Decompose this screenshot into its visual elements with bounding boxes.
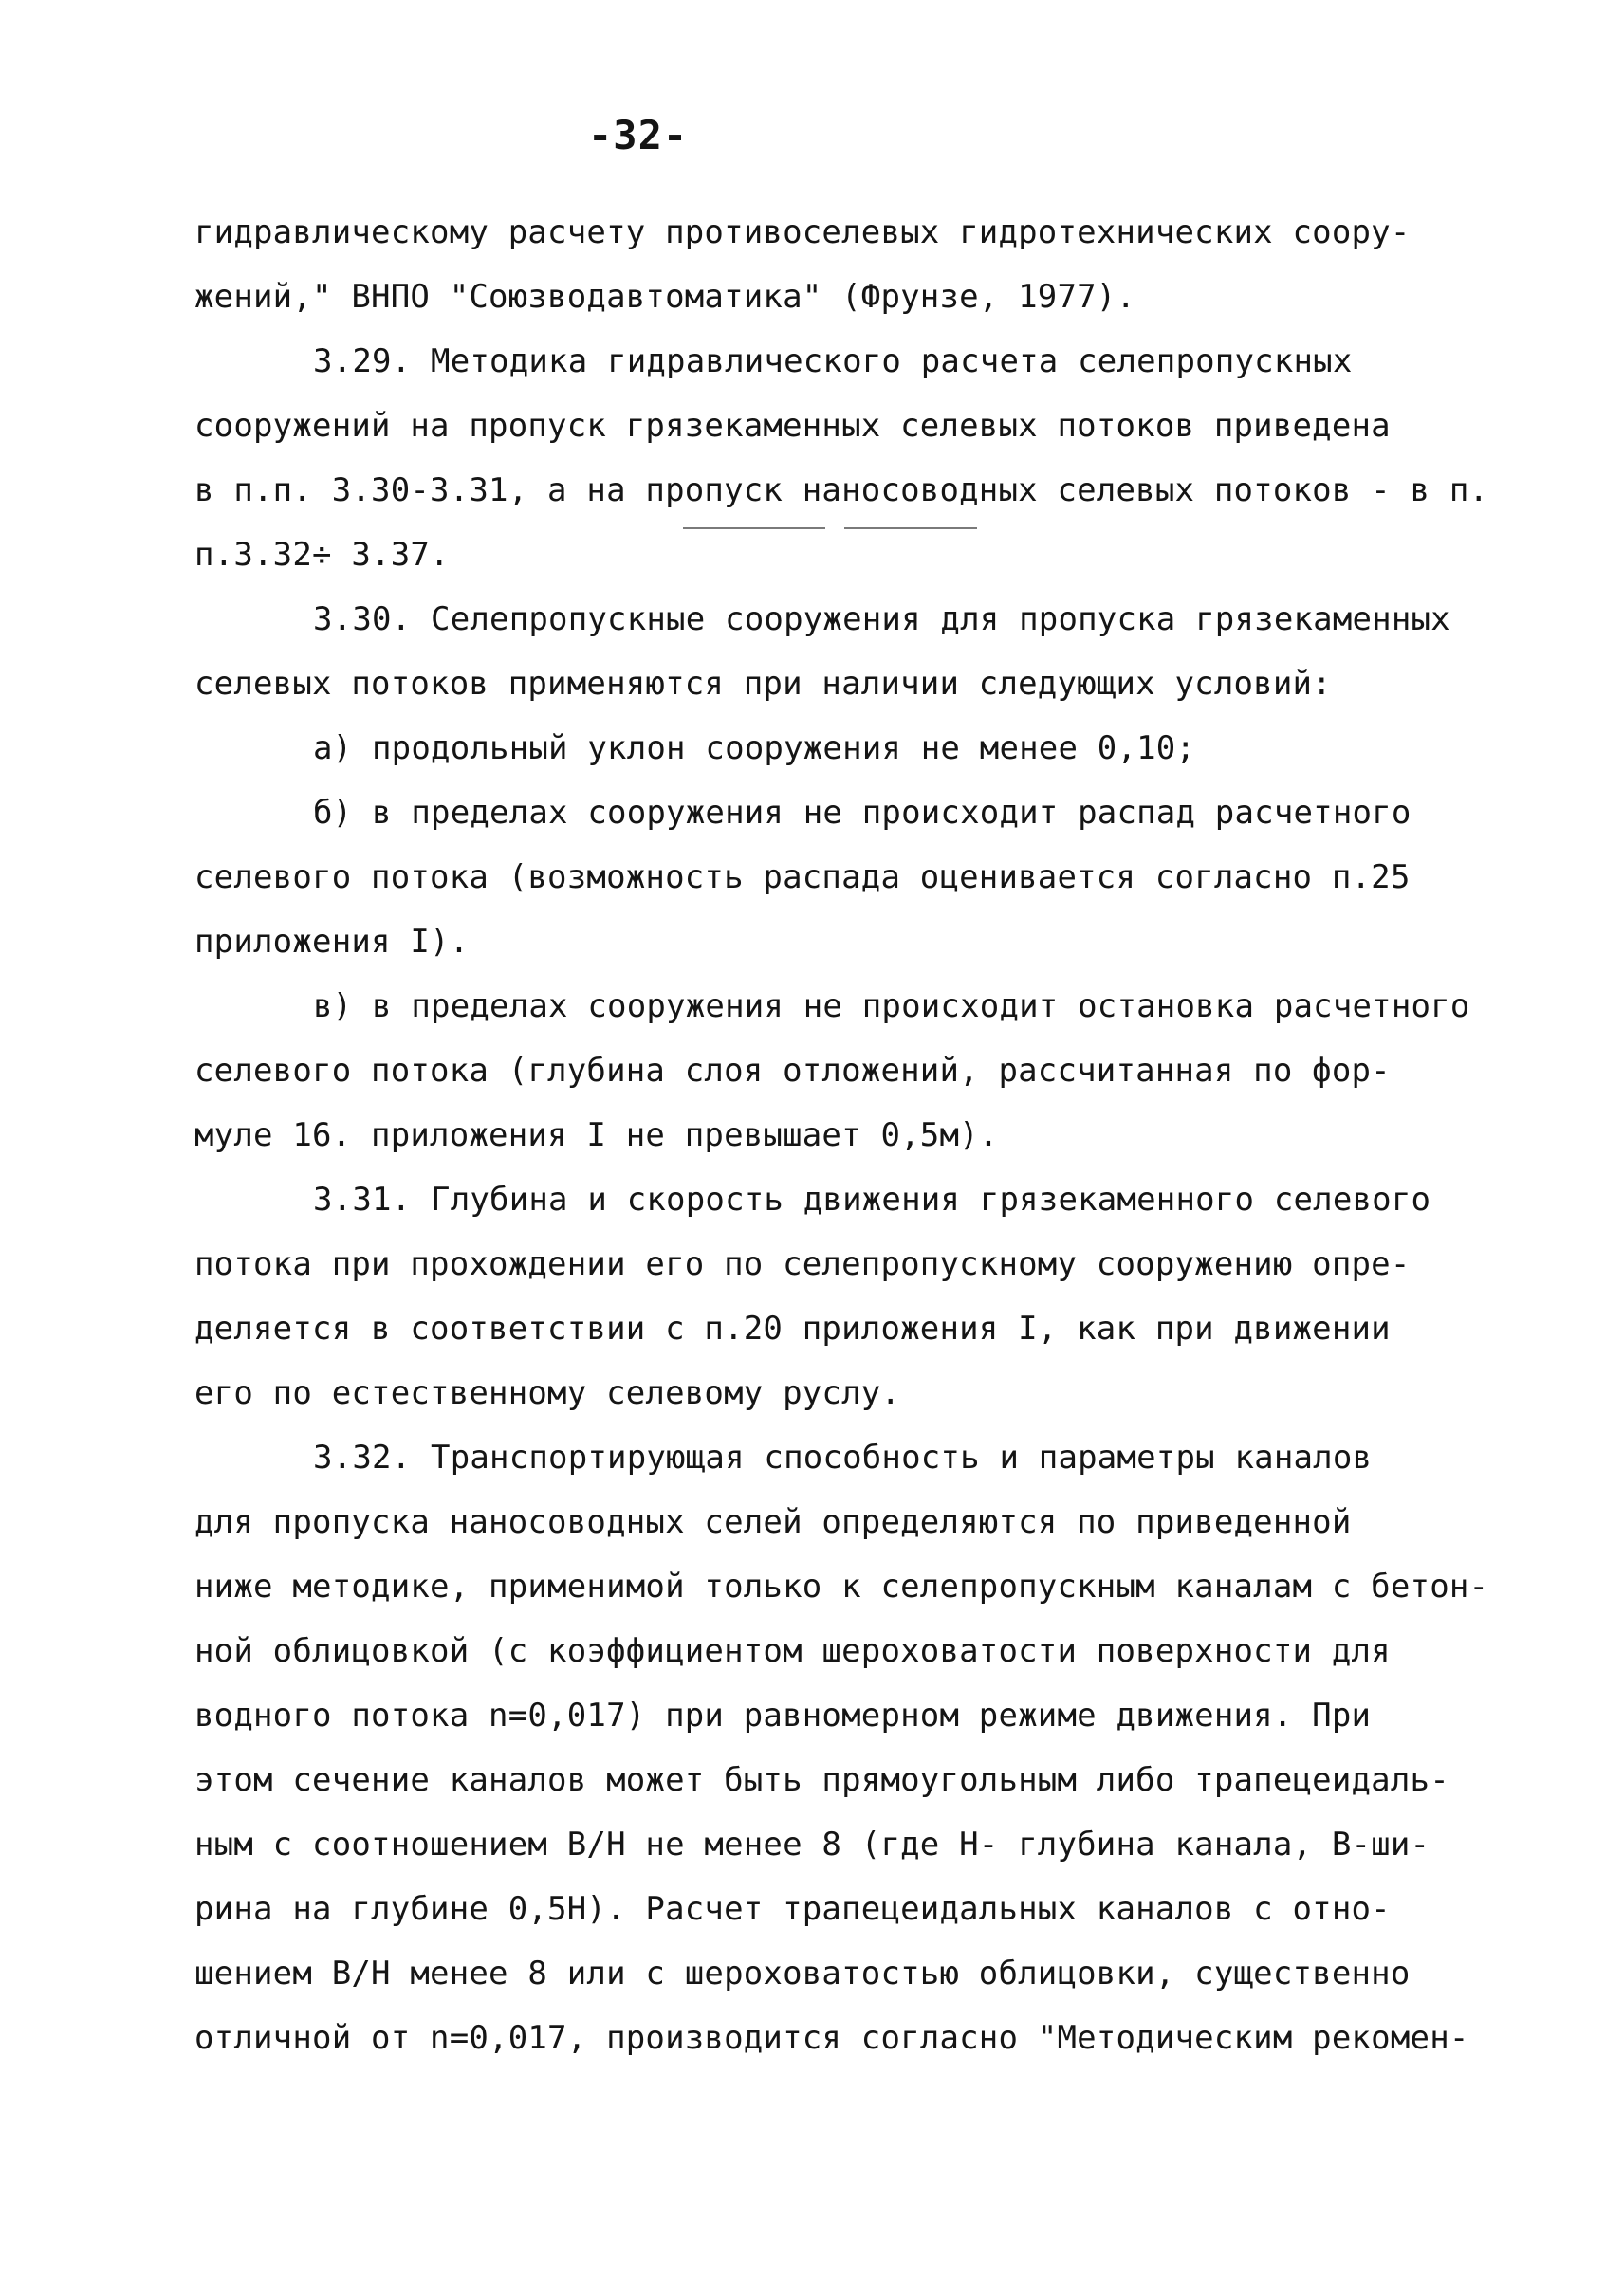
text-line: в п.п. 3.30-3.31, а на пропуск наносоводных селевых потоков - в п. [194,471,1489,509]
text-line: ным с соотношением В/Н не менее 8 (где Н- глубина канала, В-ши- [194,1826,1430,1864]
list-item-b: б) в пределах сооружения не происходит распад расчетного [313,794,1412,832]
list-item-v: в) в пределах сооружения не происходит остановка расчетного [313,987,1470,1025]
text-line: селевого потока (глубина слоя отложений, рассчитанная по фор- [194,1052,1391,1090]
text-line: ниже методике, применимой только к селепропускным каналам с бетон- [194,1568,1489,1606]
text-line: его по естественному селевому руслу. [194,1374,901,1412]
text-line: гидравлическому расчету противоселевых гидротехнических соору- [194,213,1411,251]
text-line: этом сечение каналов может быть прямоугольным либо трапецеидаль- [194,1761,1449,1799]
text-line: шением В/Н менее 8 или с шероховатостью облицовки, существенно [194,1955,1411,1993]
page-number: -32- [588,112,689,158]
text-line: селевых потоков применяются при наличии следующих условий: [194,665,1332,703]
section-3-30-heading: 3.30. Селепропускные сооружения для пропуска грязекаменных [313,600,1450,638]
text-line: водного потока n=0,017) при равномерном режиме движения. При [194,1697,1372,1735]
text-line: потока при прохождении его по селепропускному сооружению опре- [194,1245,1411,1283]
text-line: деляется в соответствии с п.20 приложения I, как при движении [194,1310,1391,1348]
list-item-a: а) продольный уклон сооружения не менее 0,10; [313,729,1196,767]
text-line: ной облицовкой (с коэффициентом шероховатости поверхности для [194,1632,1391,1670]
text-line: рина на глубине 0,5Н). Расчет трапецеидальных каналов с отно- [194,1890,1391,1928]
text-line: сооружений на пропуск грязекаменных селевых потоков приведена [194,407,1391,445]
text-line: селевого потока (возможность распада оценивается согласно п.25 [194,858,1411,896]
text-line: муле 16. приложения I не превышает 0,5м). [194,1116,999,1154]
text-line: для пропуска наносоводных селей определяются по приведенной [194,1503,1352,1541]
text-line: приложения I). [194,923,470,961]
underline-mark [683,527,825,529]
underline-mark [844,527,977,529]
section-3-31-heading: 3.31. Глубина и скорость движения грязекаменного селевого [313,1181,1431,1219]
text-line: отличной от n=0,017, производится согласно "Методическим рекомен- [194,2019,1469,2057]
section-3-29-heading: 3.29. Методика гидравлического расчета селепропускных [313,342,1353,380]
text-line: п.3.32÷ 3.37. [194,536,450,574]
text-line: жений," ВНПО "Союзводавтоматика" (Фрунзе, 1977). [194,278,1136,316]
section-3-32-heading: 3.32. Транспортирующая способность и параметры каналов [313,1439,1373,1477]
